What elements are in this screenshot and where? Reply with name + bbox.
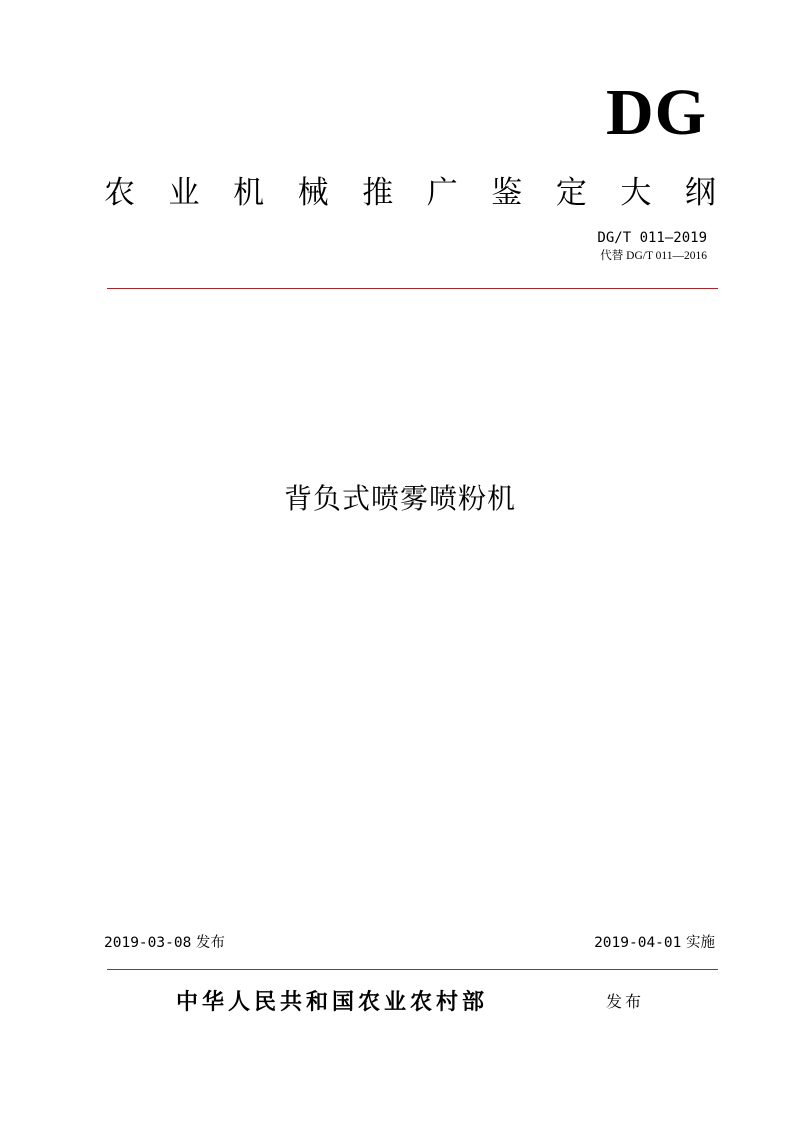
bottom-divider: [107, 969, 718, 970]
category-char: 纲: [684, 175, 716, 211]
dg-logo: DG: [606, 76, 707, 149]
implement-date-line: [594, 936, 715, 951]
category-char: 农: [104, 175, 135, 211]
category-char: 广: [426, 175, 458, 211]
issuing-authority: 中华人民共和国农业农村部: [176, 990, 489, 1015]
implement-date: 2019-04-01: [594, 935, 682, 951]
implement-label: 实施: [686, 935, 715, 951]
category-char: 大: [620, 175, 652, 211]
replaces-standard: 代替 DG/T 011—2016: [600, 250, 707, 262]
document-category: [104, 175, 716, 211]
category-char: 机: [233, 175, 265, 211]
document-title: 背负式喷雾喷粉机: [283, 482, 516, 515]
category-char: 鉴: [491, 175, 523, 211]
category-char: 推: [362, 175, 394, 211]
category-char: 业: [168, 175, 200, 211]
standard-number: DG/T 011—2019: [597, 230, 707, 246]
publish-label: 发布: [195, 935, 225, 951]
category-char: 械: [297, 175, 329, 211]
top-divider: [107, 288, 718, 289]
category-char: 定: [555, 175, 587, 211]
publish-date: 2019-03-08: [104, 935, 192, 951]
issuer-action: 发布: [606, 992, 645, 1011]
publish-date-line: [104, 936, 225, 951]
